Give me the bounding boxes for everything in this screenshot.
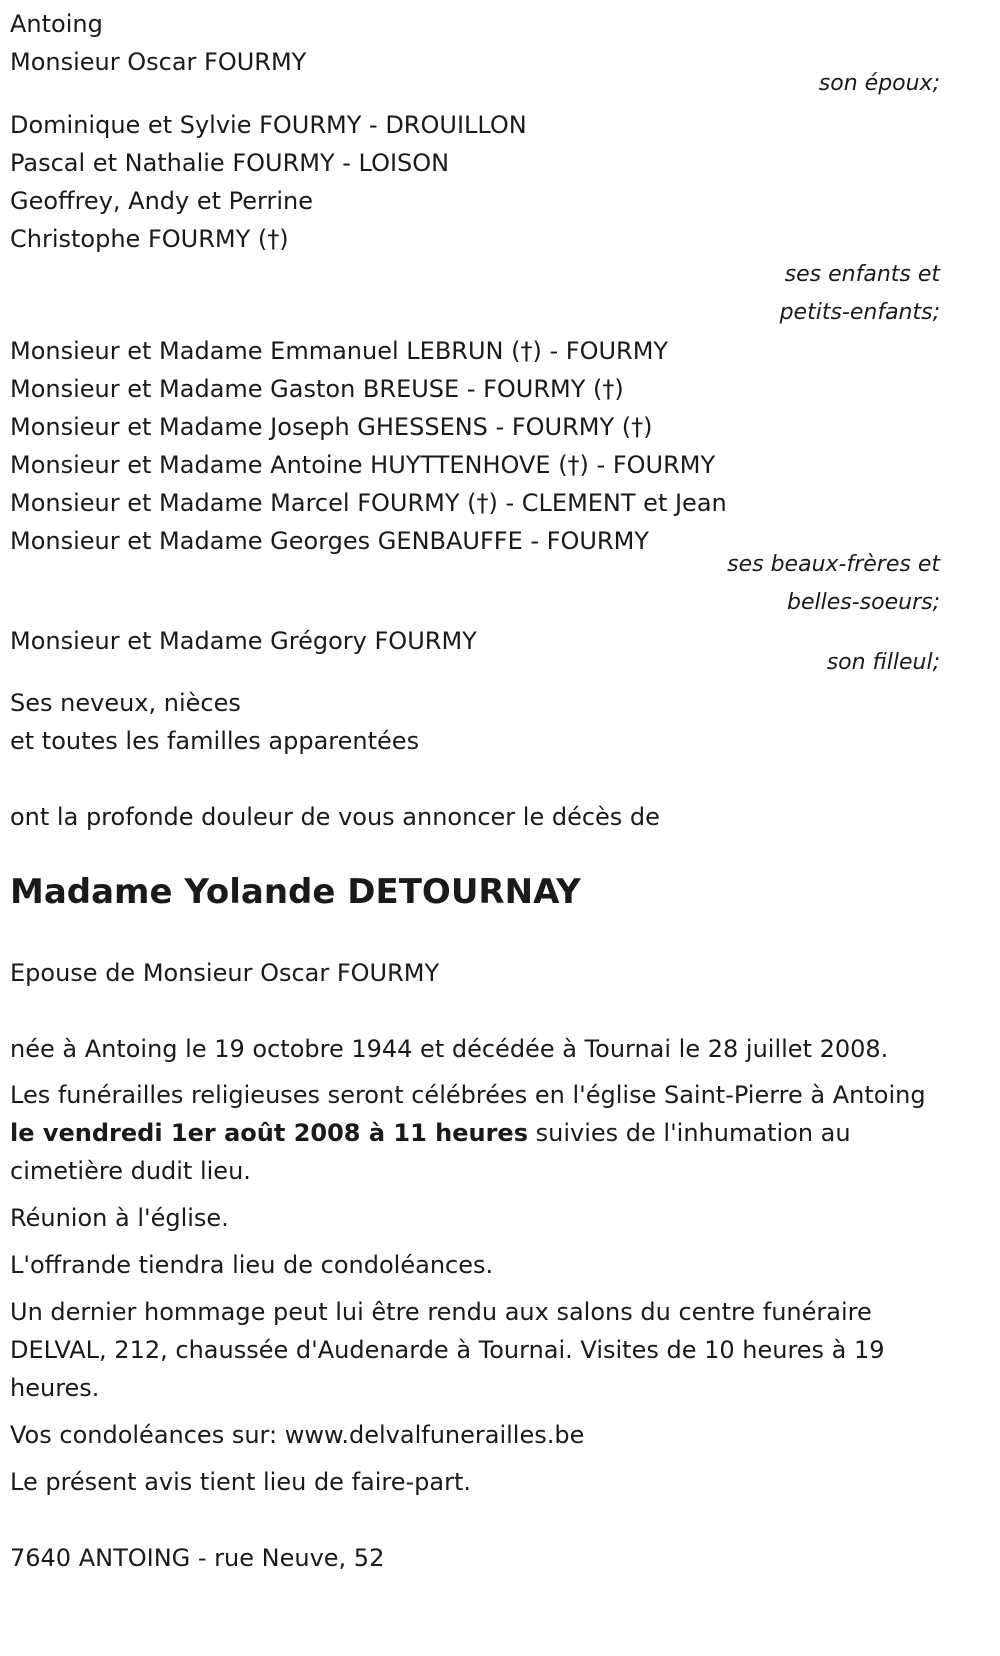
in-law-name: Monsieur et Madame Georges GENBAUFFE - FOURMY: [10, 527, 649, 555]
in-law-name: Monsieur et Madame Antoine HUYTTENHOVE (†) - FOURMY: [10, 451, 716, 479]
funeral-text-after: suivies de l'inhumation au cimetière dudit lieu.: [10, 1119, 851, 1185]
meeting-note: Réunion à l'église.: [10, 1204, 229, 1232]
extended-family-line1: Ses neveux, nièces: [10, 689, 241, 717]
in-laws-role-line1: ses beaux-frères et: [727, 552, 940, 577]
extended-family-line2: et toutes les familles apparentées: [10, 727, 420, 755]
children-list: [10, 106, 940, 258]
address: 7640 ANTOING - rue Neuve, 52: [10, 1544, 385, 1572]
deceased-name: Madame Yolande DETOURNAY: [10, 872, 581, 912]
funeral-date: le vendredi 1er août 2008 à 11 heures: [10, 1119, 528, 1147]
birth-death-dates: née à Antoing le 19 octobre 1944 et décédée à Tournai le 28 juillet 2008.: [10, 1035, 889, 1063]
obituary-notice: [10, 0, 940, 1577]
child-name: Christophe FOURMY (†): [10, 225, 289, 253]
in-law-name: Monsieur et Madame Joseph GHESSENS - FOURMY (†): [10, 413, 653, 441]
funeral-text-before: Les funérailles religieuses seront célébrées en l'église Saint-Pierre à Antoing: [10, 1081, 926, 1109]
deceased-spouse-line: Epouse de Monsieur Oscar FOURMY: [10, 959, 440, 987]
child-name: Pascal et Nathalie FOURMY - LOISON: [10, 149, 450, 177]
child-name: Geoffrey, Andy et Perrine: [10, 187, 313, 215]
godson-role: son filleul;: [826, 650, 940, 675]
godson-name: Monsieur et Madame Grégory FOURMY: [10, 627, 477, 655]
notice-note: Le présent avis tient lieu de faire-part.: [10, 1468, 472, 1496]
announcement-text: ont la profonde douleur de vous annoncer le décès de: [10, 803, 660, 831]
funeral-details: [10, 1076, 940, 1190]
condolences-note: Vos condoléances sur: www.delvalfunerailles.be: [10, 1421, 585, 1449]
spouse-role: son époux;: [818, 71, 940, 96]
in-laws-list: [10, 332, 940, 560]
town-name: Antoing: [10, 10, 103, 38]
in-law-name: Monsieur et Madame Marcel FOURMY (†) - CLEMENT et Jean: [10, 489, 727, 517]
children-role-line1: ses enfants et: [784, 262, 940, 287]
children-role-line2: petits-enfants;: [779, 300, 940, 325]
tribute-note: Un dernier hommage peut lui être rendu aux salons du centre funéraire DELVAL, 212, chaussée d'Audenarde à Tournai. Visites de 10 heures à 19 heures.: [10, 1298, 885, 1402]
in-law-name: Monsieur et Madame Gaston BREUSE - FOURMY (†): [10, 375, 624, 403]
in-law-name: Monsieur et Madame Emmanuel LEBRUN (†) - FOURMY: [10, 337, 669, 365]
offering-note: L'offrande tiendra lieu de condoléances.: [10, 1251, 494, 1279]
spouse-name: Monsieur Oscar FOURMY: [10, 48, 307, 76]
in-laws-role-line2: belles-soeurs;: [787, 590, 940, 615]
child-name: Dominique et Sylvie FOURMY - DROUILLON: [10, 111, 527, 139]
